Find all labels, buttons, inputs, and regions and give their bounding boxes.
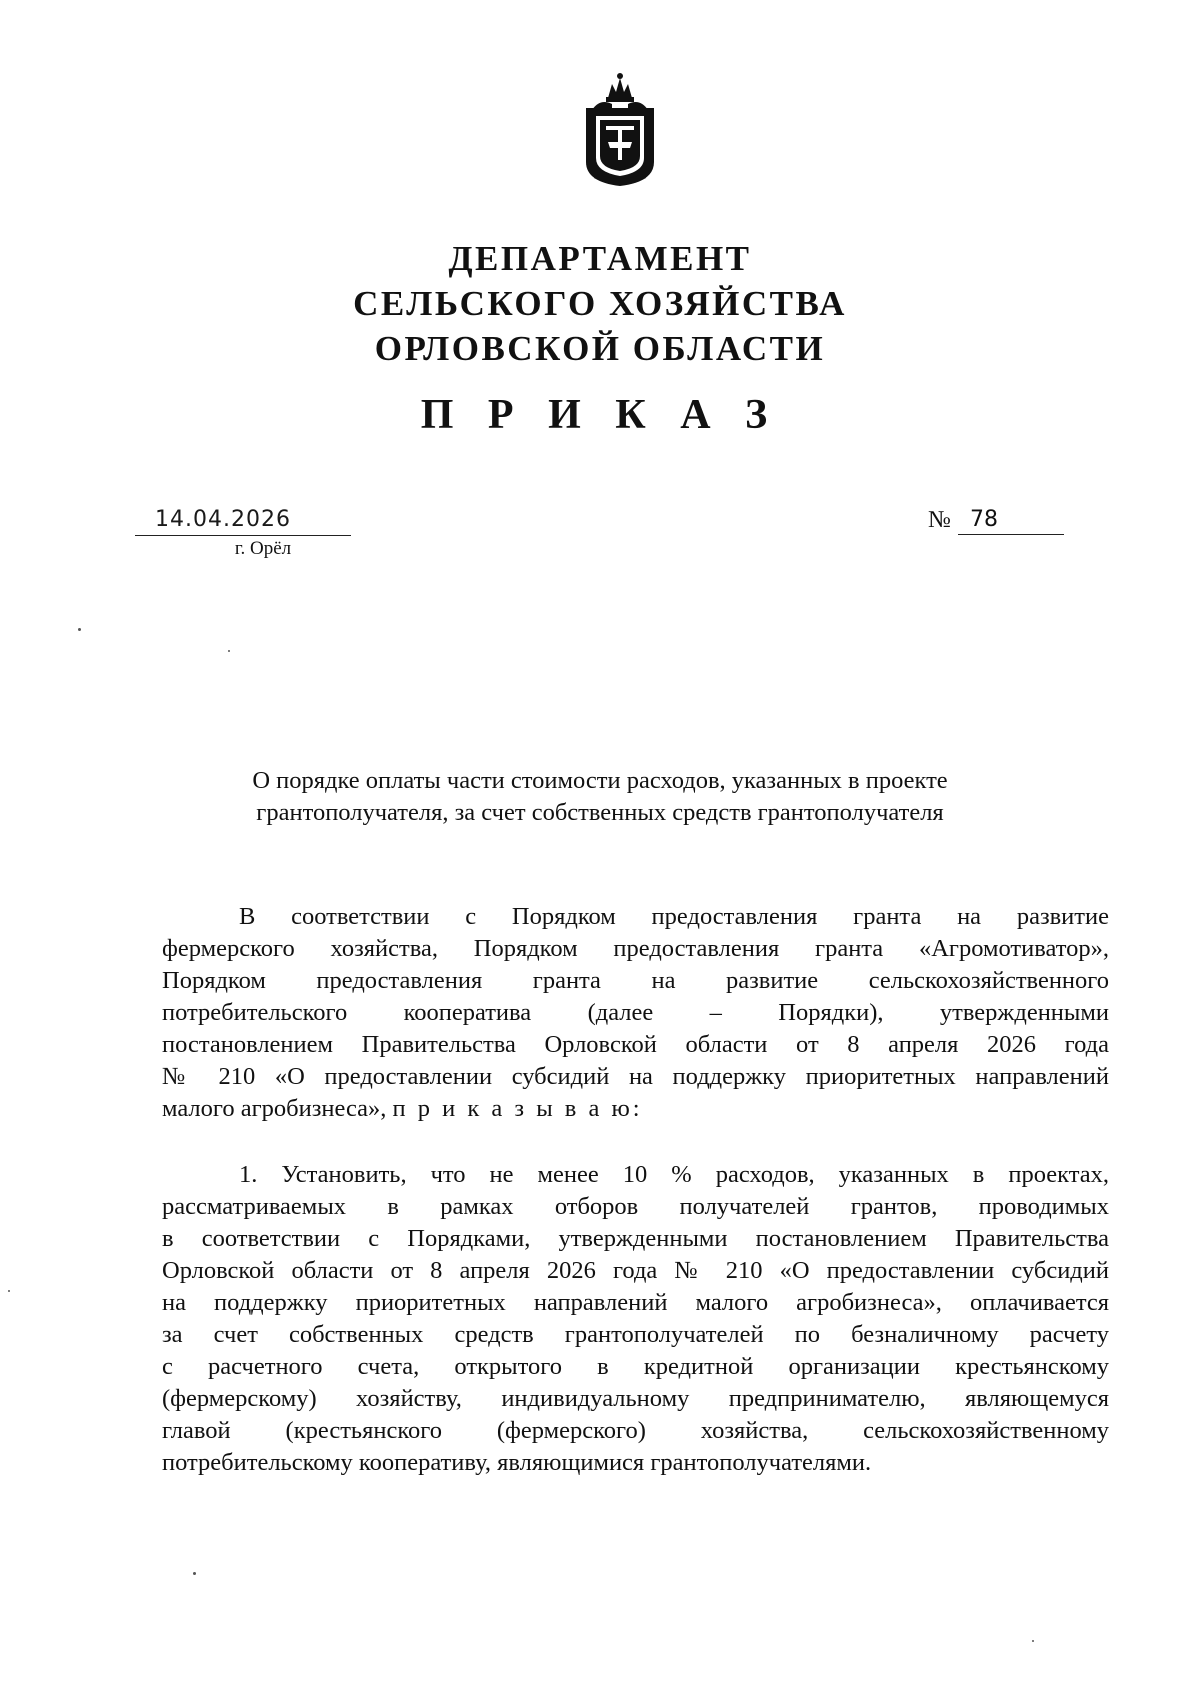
paragraph-line: 1. Установить, что не менее 10 % расходов, указанных в проектах, bbox=[239, 1161, 1109, 1188]
scan-speck bbox=[228, 650, 230, 652]
paragraph-line: на поддержку приоритетных направлений малого агробизнеса», оплачивается bbox=[162, 1289, 1109, 1316]
subject-line-2: грантополучателя, за счет собственных средств грантополучателя bbox=[256, 799, 944, 826]
organization-header bbox=[0, 236, 1200, 371]
paragraph-preamble bbox=[162, 901, 1109, 1125]
document-city: г. Орёл bbox=[234, 538, 292, 559]
paragraph-line: фермерского хозяйства, Порядком предоставления гранта «Агромотиватор», bbox=[162, 935, 1109, 962]
paragraph-line-text: малого агробизнеса», bbox=[162, 1095, 387, 1122]
paragraph-line: потребительского кооператива (далее – Порядки), утвержденными bbox=[162, 999, 1109, 1026]
paragraph-line: главой (крестьянского (фермерского) хозяйства, сельскохозяйственному bbox=[162, 1417, 1109, 1444]
paragraph-line: (фермерскому) хозяйству, индивидуальному предпринимателю, являющемуся bbox=[162, 1385, 1109, 1412]
org-line-2: СЕЛЬСКОГО ХОЗЯЙСТВА bbox=[353, 284, 847, 323]
scan-speck bbox=[1032, 1640, 1034, 1642]
scan-speck bbox=[8, 1290, 10, 1292]
document-number: 78 bbox=[958, 505, 1064, 535]
document-subject bbox=[0, 765, 1200, 829]
paragraph-line-last bbox=[162, 1093, 1109, 1125]
coat-of-arms-icon bbox=[572, 70, 668, 190]
document-date: 14.04.2026 bbox=[135, 505, 351, 536]
document-type: П Р И К А З bbox=[420, 392, 780, 438]
paragraph-line: постановлением Правительства Орловской области от 8 апреля 2026 года bbox=[162, 1031, 1109, 1058]
number-sign: № bbox=[928, 507, 951, 533]
paragraph-line: в соответствии с Порядками, утвержденными постановлением Правительства bbox=[162, 1225, 1109, 1252]
paragraph-line: № 210 «О предоставлении субсидий на поддержку приоритетных направлений bbox=[162, 1063, 1109, 1090]
paragraph-line: с расчетного счета, открытого в кредитной организации крестьянскому bbox=[162, 1353, 1109, 1380]
org-line-3: ОРЛОВСКОЙ ОБЛАСТИ bbox=[374, 329, 826, 368]
paragraph-line: потребительскому кооперативу, являющимися грантополучателями. bbox=[162, 1449, 872, 1476]
paragraph-line: Орловской области от 8 апреля 2026 года № 210 «О предоставлении субсидий bbox=[162, 1257, 1109, 1284]
paragraph-line: рассматриваемых в рамках отборов получателей грантов, проводимых bbox=[162, 1193, 1109, 1220]
subject-line-1: О порядке оплаты части стоимости расходов, указанных в проекте bbox=[252, 767, 948, 794]
date-block bbox=[135, 505, 351, 560]
paragraph-item-1 bbox=[162, 1159, 1109, 1479]
paragraph-line: Порядком предоставления гранта на развитие сельскохозяйственного bbox=[162, 967, 1109, 994]
scan-speck bbox=[78, 628, 81, 631]
order-word: п р и к а з ы в а ю: bbox=[392, 1095, 643, 1122]
paragraph-line: за счет собственных средств грантополучателей по безналичному расчету bbox=[162, 1321, 1109, 1348]
scan-speck bbox=[193, 1572, 196, 1575]
number-block bbox=[928, 505, 1078, 535]
org-line-1: ДЕПАРТАМЕНТ bbox=[448, 239, 752, 278]
paragraph-line: В соответствии с Порядком предоставления гранта на развитие bbox=[239, 903, 1109, 930]
